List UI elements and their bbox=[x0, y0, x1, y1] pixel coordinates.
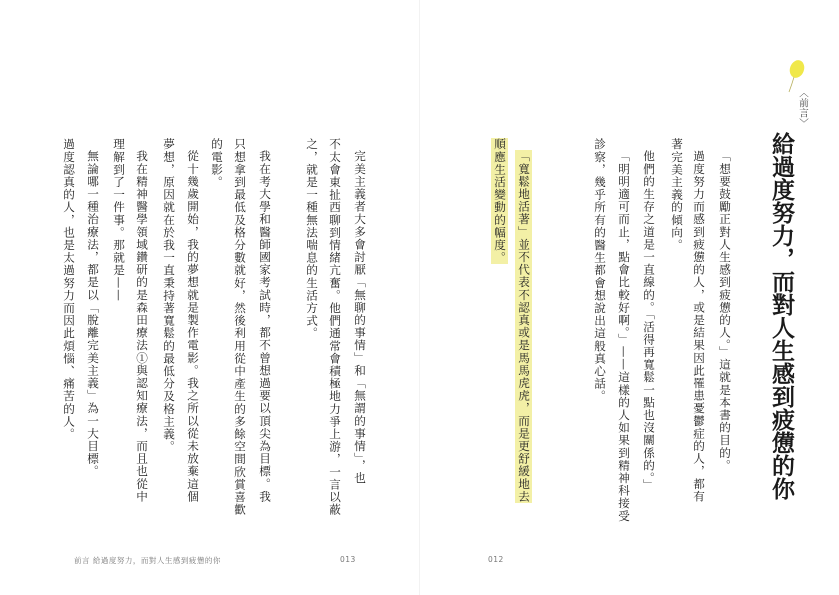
body-line: 夢想，原因就在於我一直秉持著寬鬆的最低分及格主義。 bbox=[162, 138, 176, 453]
body-line: 之，就是一種無法喘息的生活方式。 bbox=[305, 138, 319, 340]
highlighted-line: 順應生活變動的幅度。 bbox=[493, 138, 507, 264]
body-line: 診察，幾乎所有的醫生都會想說出這般真心話。 bbox=[593, 138, 607, 403]
page-number: 012 bbox=[488, 555, 504, 564]
body-line: 理解到了一件事。那就是—— bbox=[112, 138, 126, 302]
page-number: 013 bbox=[340, 555, 356, 564]
preface-tag: 〈前言〉 bbox=[797, 88, 808, 128]
body-line: 「明明適可而止，點會比較好啊。」——這樣的人如果到精神科接受 bbox=[617, 150, 631, 523]
running-header: 前言 給過度努力，而對人生感到疲憊的你 bbox=[74, 556, 221, 565]
body-line: 我在考大學和醫師國家考試時，都不曾想過要以頂尖為目標。我 bbox=[258, 150, 272, 503]
body-line: 的電影。 bbox=[210, 138, 224, 189]
body-line: 著完美主義的傾向。 bbox=[670, 138, 684, 252]
body-line: 從十幾歲開始，我的夢想就是製作電影。我之所以從未放棄這個 bbox=[186, 150, 200, 503]
body-line: 完美主義者大多會討厭「無聊的事情」和「無謂的事情」，也 bbox=[353, 150, 367, 485]
body-line: 過度努力而感到疲憊的人，或是結果因此罹患憂鬱症的人，都有 bbox=[692, 150, 706, 503]
page-gutter bbox=[419, 0, 420, 595]
body-line: 他們的生存之道是一直線的。「活得再寬鬆一點也沒關係的。」 bbox=[642, 150, 656, 492]
body-line: 不太會東扯西聊到情緒亢奮。他們通常會積極地力爭上游，一言以蔽 bbox=[328, 138, 342, 516]
body-line: 無論哪一種治療法，都是以「脫離完美主義」為一大目標。 bbox=[86, 150, 100, 478]
body-line: 過度認真的人，也是太過努力而因此煩惱、痛苦的人。 bbox=[62, 138, 76, 441]
body-line: 「想要鼓勵正對人生感到疲憊的人。」這就是本書的目的。 bbox=[718, 150, 732, 472]
highlighted-line: 「寬鬆地活著」並不代表不認真或是馬馬虎虎，而是更舒緩地去 bbox=[517, 150, 531, 503]
body-line: 只想拿到最低及格分數就好，然後利用從中產生的多餘空間欣賞喜歡 bbox=[233, 138, 247, 516]
body-line: 我在精神醫學領域鑽研的是森田療法①與認知療法，而且也從中 bbox=[135, 150, 149, 503]
chapter-title: 給過度努力，而對人生感到疲憊的你 bbox=[768, 132, 794, 500]
